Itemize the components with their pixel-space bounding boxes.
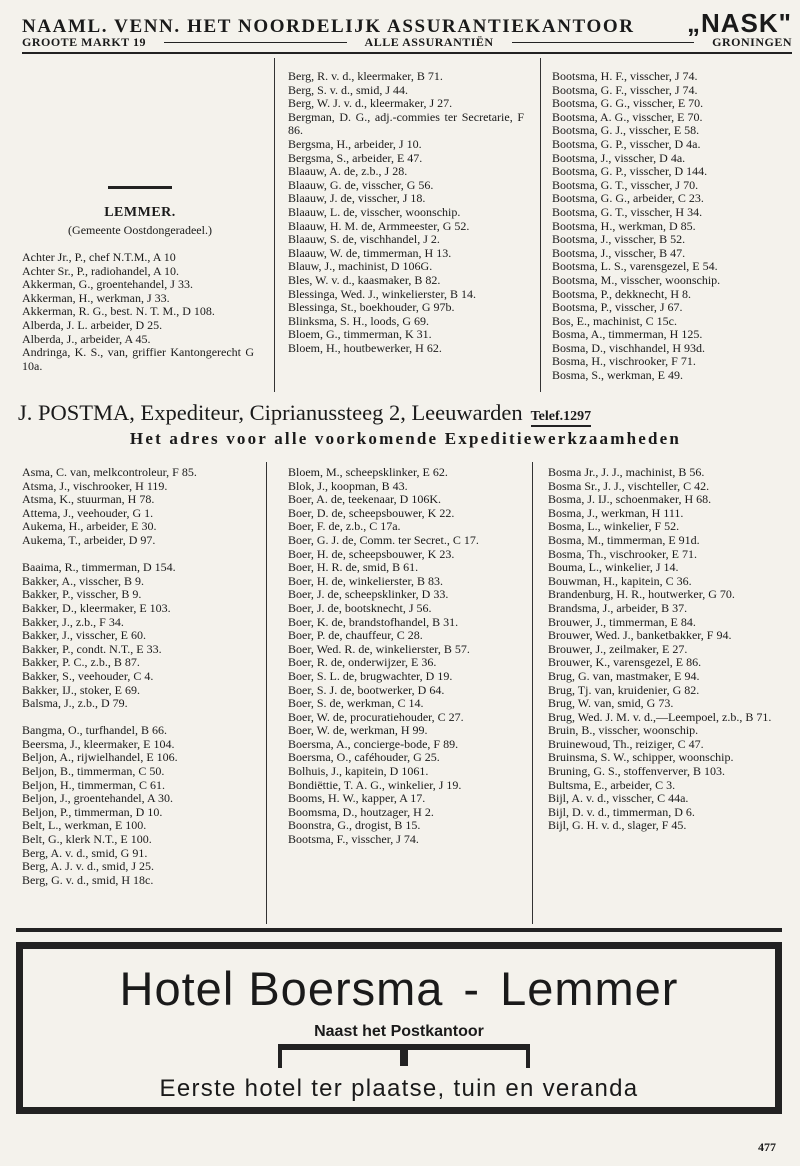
hotel-name-left: Hotel Boersma — [119, 962, 444, 1015]
directory-entry: Bosma, S., werkman, E 49. — [552, 368, 683, 383]
directory-entry: Bakker, J., visscher, E 60. — [22, 628, 147, 643]
hotel-name — [23, 961, 775, 1016]
column-rule — [532, 462, 533, 924]
directory-entry: Bootsma, P., dekknecht, H 8. — [552, 286, 691, 301]
directory-entry: Boer, W. de, procuratiehouder, C 27. — [288, 709, 464, 724]
directory-entry: Boer, W. de, werkman, H 99. — [288, 723, 428, 738]
directory-entry: Brandsma, J., arbeider, B 37. — [548, 600, 688, 615]
directory-entry: Bakker, A., visscher, B 9. — [22, 573, 145, 588]
directory-entry: Bosma, H., vischrooker, F 71. — [552, 354, 696, 369]
directory-entry: Bouwman, H., kapitein, C 36. — [548, 573, 692, 588]
directory-entry: Bosma Sr., J. J., vischteller, C 42. — [548, 478, 710, 493]
column-rule — [274, 58, 275, 392]
directory-column-upper-3 — [552, 70, 788, 383]
directory-entry: Blessinga, Wed. J., winkelierster, B 14. — [288, 286, 476, 301]
directory-entry: Boersma, A., concierge-bode, F 89. — [288, 736, 459, 751]
directory-entry: Blaauw, S. de, vischhandel, J 2. — [288, 232, 440, 247]
directory-entry: Beersma, J., kleermaker, E 104. — [22, 736, 175, 751]
directory-entry: Blaauw, J. de, visscher, J 18. — [288, 191, 426, 206]
directory-entry: Bootsma, J., visscher, D 4a. — [552, 150, 686, 165]
section-subtitle: (Gemeente Oostdongeradeel.) — [68, 223, 212, 237]
directory-entry: Bouma, L., winkelier, J 14. — [548, 560, 679, 575]
entry-spacer — [22, 548, 254, 562]
hotel-bracket-ornament — [278, 1044, 530, 1068]
directory-entry: Boer, Wed. R. de, winkelierster, B 57. — [288, 641, 470, 656]
directory-entry: Berg, W. J. v. d., kleermaker, J 27. — [288, 96, 453, 111]
directory-entry: Bootsma, G. G., visscher, E 70. — [552, 96, 704, 111]
directory-entry: Attema, J., veehouder, G 1. — [22, 505, 154, 520]
hotel-location: Naast het Postkantoor — [314, 1023, 484, 1040]
directory-entry: Boer, J. de, scheepsklinker, D 33. — [288, 587, 449, 602]
directory-entry: Bolhuis, J., kapitein, D 1061. — [288, 764, 429, 779]
company-tagline: ALLE ASSURANTIËN — [364, 35, 494, 49]
directory-entry: Akkerman, G., groentehandel, J 33. — [22, 277, 193, 292]
directory-entry: Bosma Jr., J. J., machinist, B 56. — [548, 465, 705, 479]
directory-entry: Belt, G., klerk N.T., E 100. — [22, 832, 152, 847]
directory-entry: Akkerman, H., werkman, J 33. — [22, 290, 170, 305]
company-city: GRONINGEN — [712, 35, 793, 49]
postma-telephone: Telef.1297 — [531, 409, 592, 427]
directory-entry: Berg, A. v. d., smid, G 91. — [22, 845, 148, 860]
postma-headline: J. POSTMA, Expediteur, Ciprianussteeg 2, Leeuwarden — [18, 400, 523, 425]
directory-entry: Beljon, A., rijwielhandel, E 106. — [22, 750, 178, 765]
directory-entry: Bosma, D., vischhandel, H 93d. — [552, 340, 705, 355]
directory-entry: Boer, A. de, teekenaar, D 106K. — [288, 492, 441, 507]
directory-entry: Boer, K. de, brandstofhandel, B 31. — [288, 614, 459, 629]
directory-entry: Bakker, P., condt. N.T., E 33. — [22, 641, 162, 656]
directory-entry: Brouwer, J., zeilmaker, E 27. — [548, 641, 688, 656]
directory-entry: Belt, L., werkman, E 100. — [22, 818, 147, 833]
directory-column-upper-1 — [22, 250, 257, 373]
directory-entry: Bloem, H., houtbewerker, H 62. — [288, 340, 442, 355]
directory-column-lower-3 — [548, 466, 788, 833]
directory-entry: Bondiëttie, T. A. G., winkelier, J 19. — [288, 777, 462, 792]
directory-entry: Boer, S. J. de, bootwerker, D 64. — [288, 682, 445, 697]
company-title: NAAML. VENN. HET NOORDELIJK ASSURANTIEKANTOOR — [22, 16, 635, 37]
directory-entry: Bosma, J., werkman, H 111. — [548, 505, 684, 520]
directory-entry: Bootsma, P., visscher, J 67. — [552, 300, 683, 315]
divider — [512, 42, 695, 43]
directory-entry: Bruinewoud, Th., reiziger, C 47. — [548, 736, 704, 751]
directory-entry: Blaauw, G. de, visscher, G 56. — [288, 177, 434, 192]
directory-entry: Asma, C. van, melkcontroleur, F 85. — [22, 465, 197, 479]
directory-entry: Bootsma, A. G., visscher, E 70. — [552, 109, 703, 124]
directory-entry: Bruin, B., visscher, woonschip. — [548, 723, 699, 738]
hotel-top-rule — [16, 928, 782, 932]
directory-entry: Beljon, B., timmerman, C 50. — [22, 764, 165, 779]
hotel-frame — [16, 942, 782, 1114]
directory-entry: Bakker, D., kleermaker, E 103. — [22, 600, 171, 615]
directory-entry: Blaauw, W. de, timmerman, H 13. — [288, 245, 452, 260]
directory-entry: Bootsma, G. T., visscher, J 70. — [552, 177, 699, 192]
divider — [164, 42, 347, 43]
directory-entry: Achter Jr., P., chef N.T.M., A 10 — [22, 250, 176, 264]
directory-entry: Alberda, J., arbeider, A 45. — [22, 331, 151, 346]
directory-entry: Boonstra, G., drogist, B 15. — [288, 818, 421, 833]
directory-entry: Aukema, T., arbeider, D 97. — [22, 532, 156, 547]
directory-entry: Bootsma, L. S., varensgezel, E 54. — [552, 259, 718, 274]
directory-entry: Akkerman, R. G., best. N. T. M., D 108. — [22, 304, 215, 319]
directory-entry: Blaauw, L. de, visscher, woonschip. — [288, 204, 461, 219]
directory-entry: Beljon, J., groentehandel, A 30. — [22, 791, 173, 806]
directory-entry: Baaima, R., timmerman, D 154. — [22, 560, 176, 575]
directory-entry: Andringa, K. S., van, griffier Kantongerecht G 10a. — [22, 345, 257, 373]
hotel-name-right: Lemmer — [500, 962, 679, 1015]
directory-entry: Bootsma, G. J., visscher, E 58. — [552, 123, 700, 138]
directory-entry: Bos, E., machinist, C 15c. — [552, 313, 677, 328]
directory-entry: Blok, J., koopman, B 43. — [288, 478, 408, 493]
directory-entry: Brouwer, Wed. J., banketbakker, F 94. — [548, 628, 732, 643]
directory-entry: Blinksma, S. H., loods, G 69. — [288, 313, 430, 328]
section-rule — [108, 186, 172, 189]
directory-entry: Berg, S. v. d., smid, J 44. — [288, 82, 409, 97]
directory-entry: Achter Sr., P., radiohandel, A 10. — [22, 263, 179, 278]
directory-entry: Boer, D. de, scheepsbouwer, K 22. — [288, 505, 455, 520]
directory-entry: Balsma, J., z.b., D 79. — [22, 696, 128, 711]
directory-entry: Brouwer, K., varensgezel, E 86. — [548, 655, 702, 670]
directory-entry: Bosma, Th., vischrooker, E 71. — [548, 546, 697, 561]
directory-entry: Aukema, H., arbeider, E 30. — [22, 519, 157, 534]
directory-entry: Blessinga, St., boekhouder, G 97b. — [288, 300, 455, 315]
directory-entry: Bootsma, F., visscher, J 74. — [288, 832, 419, 847]
directory-entry: Brandenburg, H. R., houtwerker, G 70. — [548, 587, 735, 602]
directory-entry: Bakker, S., veehouder, C 4. — [22, 668, 154, 683]
entry-spacer — [22, 711, 254, 725]
directory-entry: Brouwer, J., timmerman, E 84. — [548, 614, 696, 629]
directory-entry: Berg, G. v. d., smid, H 18c. — [22, 872, 154, 887]
directory-entry: Bloem, G., timmerman, K 31. — [288, 327, 432, 342]
company-brand: „NASK" — [687, 8, 792, 38]
directory-entry: Bootsma, G. P., visscher, D 144. — [552, 164, 708, 179]
column-rule — [266, 462, 267, 924]
directory-entry: Bootsma, G. G., arbeider, C 23. — [552, 191, 704, 206]
directory-entry: Bosma, L., winkelier, F 52. — [548, 519, 680, 534]
directory-column-lower-2 — [288, 466, 520, 847]
column-rule — [540, 58, 541, 392]
directory-entry: Bakker, P., visscher, B 9. — [22, 587, 142, 602]
company-address: GROOTE MARKT 19 — [22, 35, 146, 49]
directory-entry: Bangma, O., turfhandel, B 66. — [22, 723, 167, 738]
directory-entry: Boomsma, D., houtzager, H 2. — [288, 804, 434, 819]
directory-entry: Bergsma, S., arbeider, E 47. — [288, 150, 423, 165]
directory-entry: Bijl, D. v. d., timmerman, D 6. — [548, 804, 695, 819]
directory-entry: Bles, W. v. d., kaasmaker, B 82. — [288, 272, 441, 287]
hotel-tagline: Eerste hotel ter plaatse, tuin en veranda — [159, 1075, 639, 1102]
directory-entry: Beljon, H., timmerman, C 61. — [22, 777, 165, 792]
directory-entry: Boer, H. de, winkelierster, B 83. — [288, 573, 444, 588]
directory-entry: Bakker, IJ., stoker, E 69. — [22, 682, 141, 697]
directory-entry: Boer, S. L. de, brugwachter, D 19. — [288, 668, 453, 683]
directory-entry: Beljon, P., timmerman, D 10. — [22, 804, 163, 819]
directory-entry: Boer, J. de, bootsknecht, J 56. — [288, 600, 432, 615]
directory-entry: Bosma, A., timmerman, H 125. — [552, 327, 703, 342]
directory-entry: Blaauw, H. M. de, Armmeester, G 52. — [288, 218, 470, 233]
directory-entry: Bootsma, H. F., visscher, J 74. — [552, 69, 698, 83]
directory-entry: Bootsma, M., visscher, woonschip. — [552, 272, 721, 287]
directory-column-upper-2 — [288, 69, 527, 355]
postma-tagline: Het adres voor alle voorkomende Expeditiewerkzaamheden — [129, 429, 682, 448]
directory-entry: Bosma, J. IJ., schoenmaker, H 68. — [548, 492, 712, 507]
directory-entry: Boer, H. R. de, smid, B 61. — [288, 560, 419, 575]
header-banner — [22, 8, 792, 54]
directory-entry: Boer, F. de, z.b., C 17a. — [288, 519, 401, 534]
directory-entry: Boersma, O., caféhouder, G 25. — [288, 750, 440, 765]
directory-entry: Boer, G. J. de, Comm. ter Secret., C 17. — [288, 532, 479, 547]
directory-entry: Brug, G. van, mastmaker, E 94. — [548, 668, 700, 683]
directory-entry: Bergman, D. G., adj.-commies ter Secretarie, F 86. — [288, 109, 527, 138]
section-header — [20, 186, 260, 238]
directory-entry: Blauw, J., machinist, D 106G. — [288, 259, 433, 274]
directory-entry: Bosma, M., timmerman, E 91d. — [548, 532, 700, 547]
directory-entry: Atsma, J., vischrooker, H 119. — [22, 478, 168, 493]
hotel-advertisement — [16, 928, 782, 1114]
directory-entry: Boer, R. de, onderwijzer, E 36. — [288, 655, 437, 670]
directory-entry: Bloem, M., scheepsklinker, E 62. — [288, 465, 448, 479]
directory-entry: Brug, Tj. van, kruidenier, G 82. — [548, 682, 700, 697]
directory-entry: Bootsma, J., visscher, B 52. — [552, 232, 686, 247]
directory-entry: Boer, S. de, werkman, C 14. — [288, 696, 424, 711]
section-title: LEMMER. — [104, 205, 176, 220]
directory-entry: Bergsma, H., arbeider, J 10. — [288, 136, 422, 151]
directory-entry: Bootsma, G. F., visscher, J 74. — [552, 82, 698, 97]
directory-entry: Bultsma, E., arbeider, C 3. — [548, 777, 676, 792]
directory-entry: Bootsma, H., werkman, D 85. — [552, 218, 696, 233]
directory-entry: Alberda, J. L. arbeider, D 25. — [22, 317, 163, 332]
directory-entry: Bijl, G. H. v. d., slager, F 45. — [548, 818, 687, 833]
directory-entry: Booms, H. W., kapper, A 17. — [288, 791, 426, 806]
directory-entry: Bijl, A. v. d., visscher, C 44a. — [548, 791, 689, 806]
directory-entry: Bakker, J., z.b., F 34. — [22, 614, 124, 629]
directory-entry: Bootsma, G. P., visscher, D 4a. — [552, 136, 701, 151]
directory-entry: Bootsma, J., visscher, B 47. — [552, 245, 686, 260]
directory-entry: Brug, Wed. J. M. v. d.,—Leempoel, z.b., B 71. — [548, 709, 772, 724]
directory-entry: Boer, P. de, chauffeur, C 28. — [288, 628, 423, 643]
hotel-bracket-stem — [400, 1050, 408, 1066]
directory-entry: Brug, W. van, smid, G 73. — [548, 696, 674, 711]
directory-entry: Bakker, P. C., z.b., B 87. — [22, 655, 140, 670]
directory-entry: Blaauw, A. de, z.b., J 28. — [288, 164, 408, 179]
directory-entry: Boer, H. de, scheepsbouwer, K 23. — [288, 546, 455, 561]
postma-advertisement — [18, 400, 793, 449]
directory-column-lower-1 — [22, 466, 254, 887]
directory-entry: Atsma, K., stuurman, H 78. — [22, 492, 155, 507]
directory-entry: Berg, R. v. d., kleermaker, B 71. — [288, 69, 443, 83]
directory-entry: Bootsma, G. T., visscher, H 34. — [552, 204, 703, 219]
hotel-name-separator: - — [463, 962, 481, 1015]
directory-entry: Bruning, G. S., stoffenverver, B 103. — [548, 764, 725, 779]
header-rule — [22, 52, 792, 54]
page-number: 477 — [758, 1140, 776, 1154]
directory-entry: Berg, A. J. v. d., smid, J 25. — [22, 859, 155, 874]
directory-entry: Bruinsma, S. W., schipper, woonschip. — [548, 750, 734, 765]
